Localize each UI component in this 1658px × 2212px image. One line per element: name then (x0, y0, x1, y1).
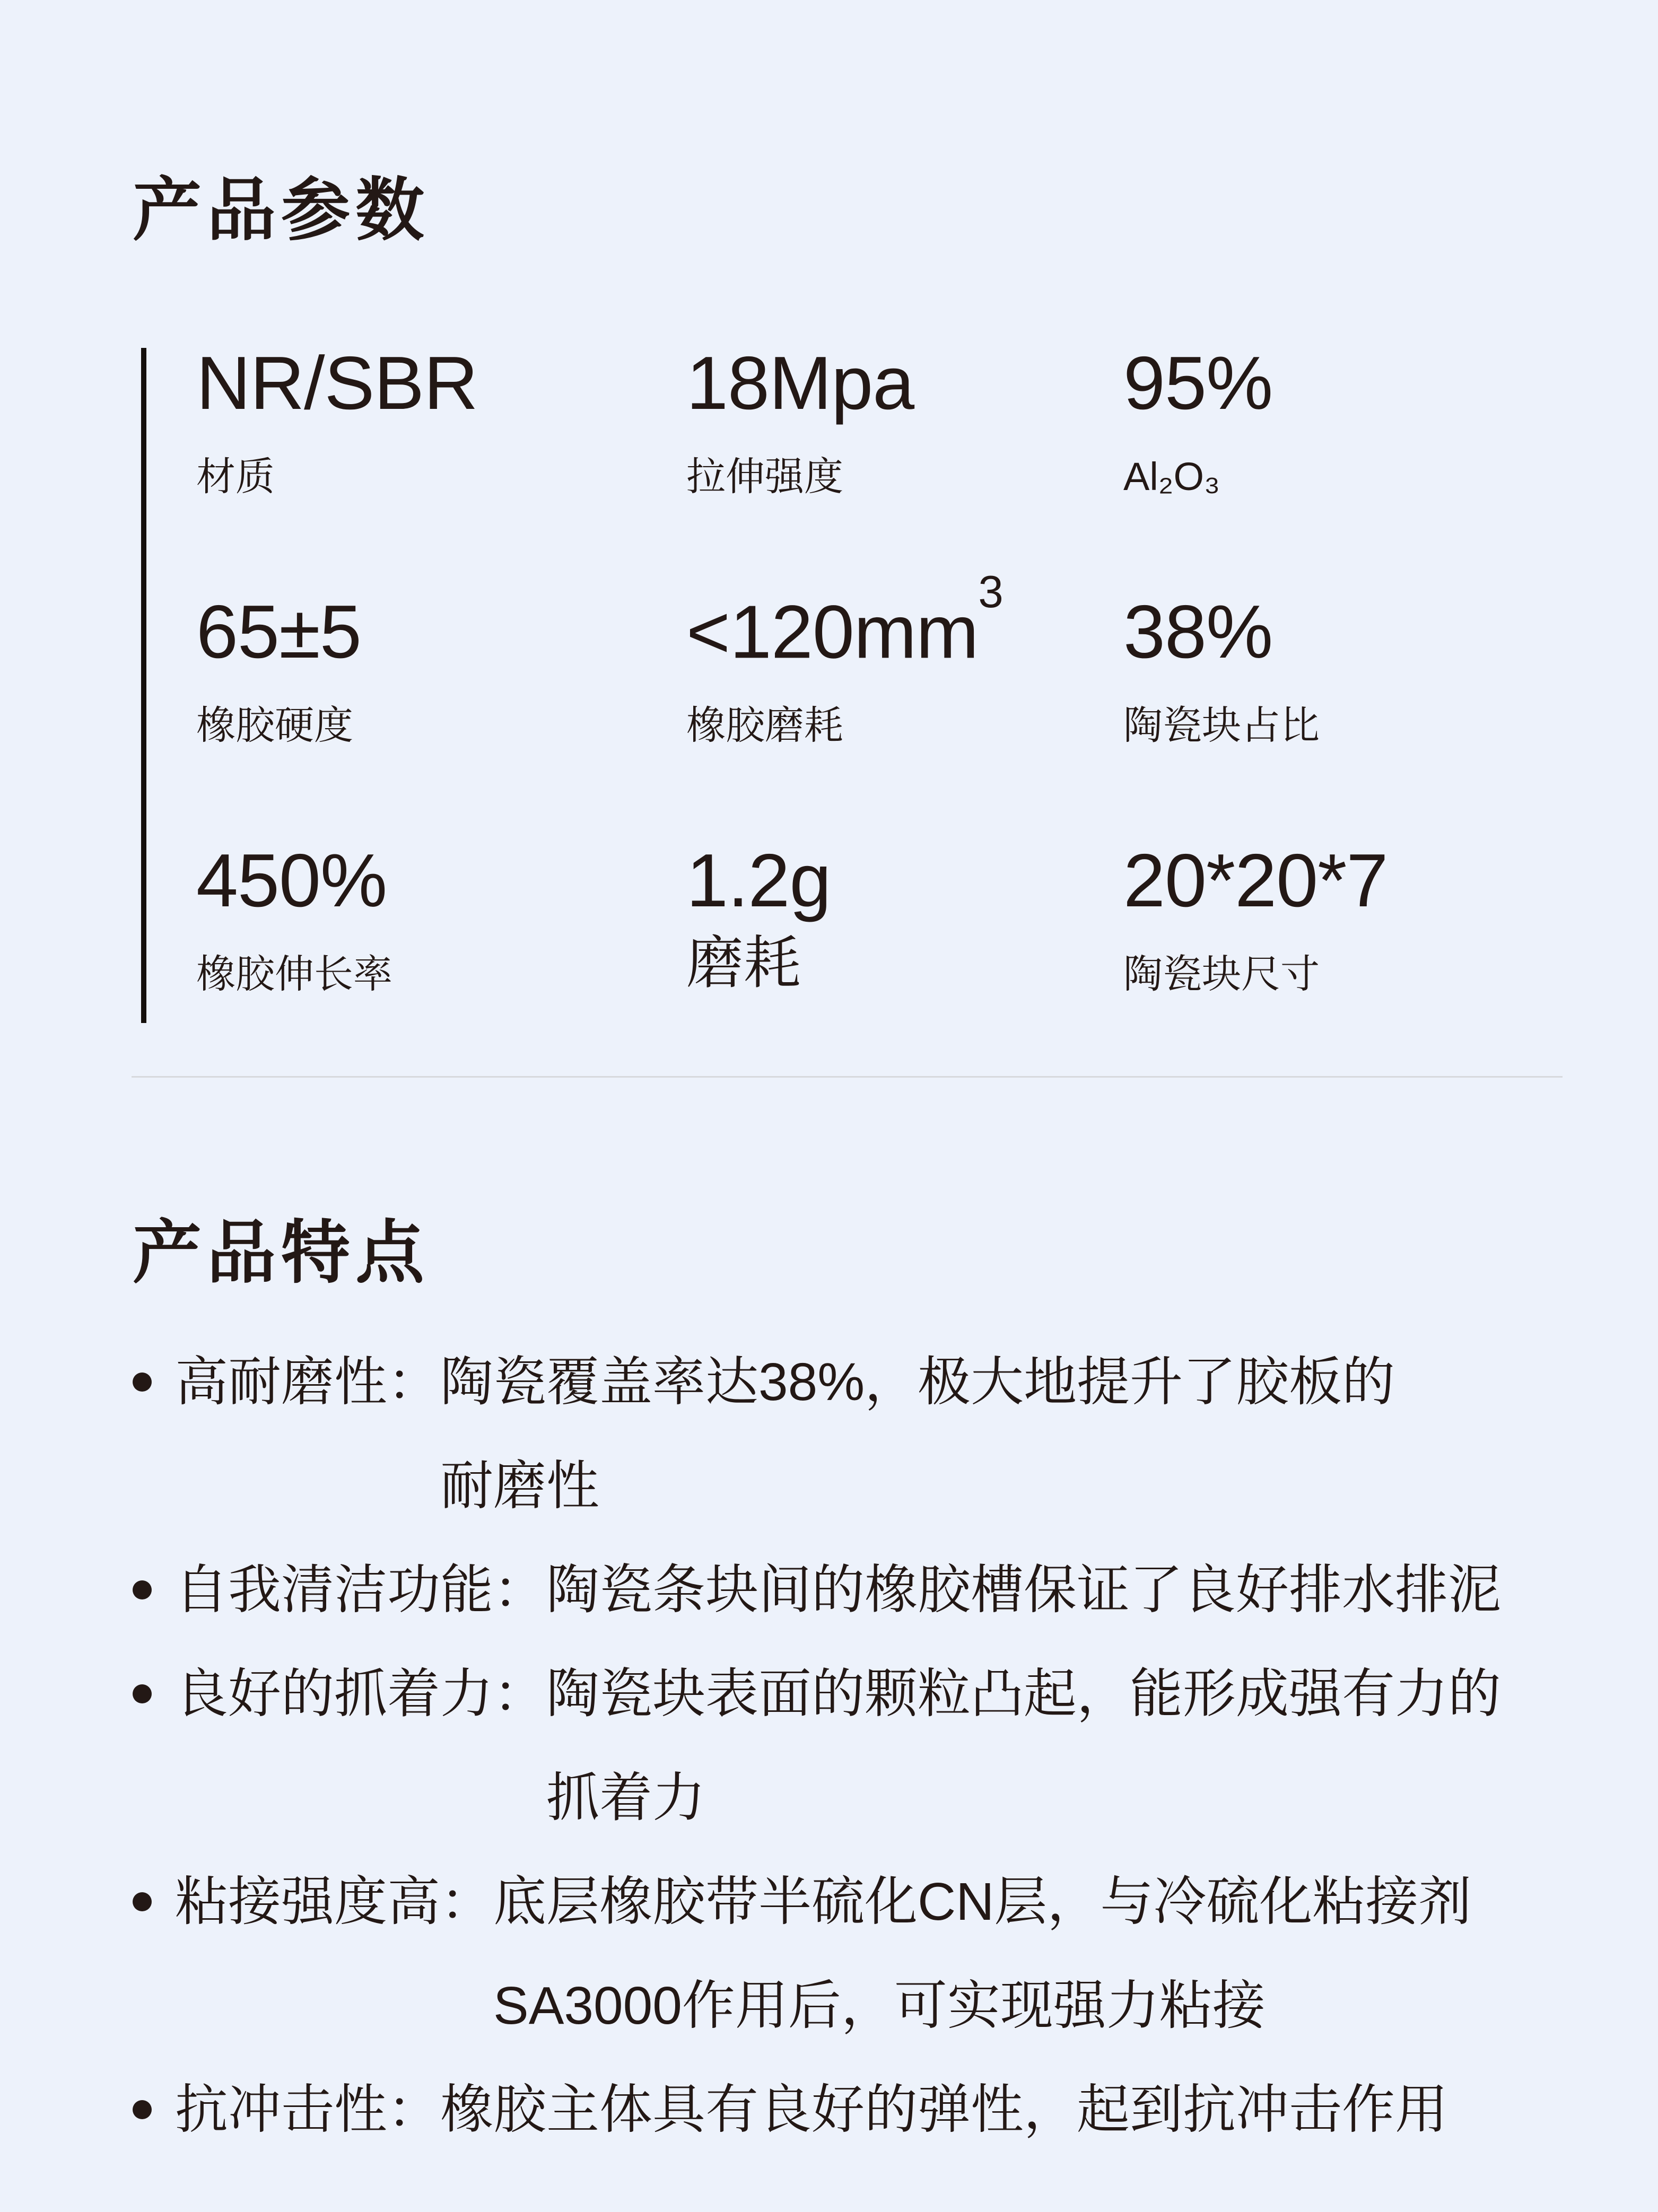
spec-wear (686, 838, 1123, 996)
spec-rubber-hardness (196, 589, 686, 748)
spec-value-superscript: 3 (978, 566, 1003, 617)
features-section-title: 产品特点 (133, 1214, 430, 1292)
bullet-icon (133, 1372, 152, 1392)
spec-label: Al₂O₃ (1123, 454, 1220, 499)
feature-bond-strength (133, 1850, 1623, 2058)
spec-label: 磨耗 (686, 931, 801, 995)
params-section (0, 0, 1658, 996)
feature-lines (546, 1642, 1501, 1850)
feature-line: 陶瓷块表面的颗粒凸起，能形成强有力的 (546, 1664, 1501, 1724)
feature-line: 耐磨性 (440, 1456, 599, 1516)
feature-line: 底层橡胶带半硫化CN层，与冷硫化粘接剂 (493, 1872, 1472, 1931)
feature-lines (546, 1538, 1501, 1642)
feature-line: 橡胶主体具有良好的弹性，起到抗冲击作用 (440, 2079, 1448, 2139)
feature-line: SA3000作用后，可实现强力粘接 (493, 1975, 1266, 2035)
spec-value: 20*20*7 (1123, 838, 1388, 923)
feature-label: 高耐磨性： (175, 1352, 440, 1412)
feature-line: 抓着力 (546, 1768, 705, 1828)
spec-ceramic-size (1123, 838, 1658, 996)
spec-value: NR/SBR (196, 340, 478, 425)
feature-lines (440, 2058, 1448, 2162)
feature-line: 陶瓷条块间的橡胶槽保证了良好排水排泥 (546, 1560, 1501, 1620)
feature-lines (493, 1850, 1471, 2058)
spec-alumina-content (1123, 340, 1658, 499)
spec-label: 拉伸强度 (686, 454, 843, 499)
spec-label: 橡胶伸长率 (196, 952, 392, 996)
feature-wear-resistance (133, 1330, 1623, 1538)
bullet-icon (133, 1684, 152, 1703)
spec-label: 橡胶磨耗 (686, 703, 843, 747)
feature-body (175, 1850, 1471, 2058)
features-list (133, 1330, 1623, 2162)
feature-grip (133, 1642, 1623, 1850)
spec-rubber-elongation (196, 838, 686, 996)
feature-label: 抗冲击性： (175, 2079, 440, 2139)
feature-lines (440, 1330, 1395, 1538)
spec-label: 橡胶硬度 (196, 703, 353, 747)
feature-self-cleaning (133, 1538, 1623, 1642)
feature-body (175, 1330, 1395, 1538)
feature-label: 粘接强度高： (175, 1872, 493, 1931)
spec-value: 38% (1123, 589, 1273, 674)
features-section (0, 1213, 1658, 2162)
spec-value: 95% (1123, 340, 1273, 425)
spec-value-text: <120mm (686, 589, 979, 674)
spec-label: 陶瓷块尺寸 (1123, 952, 1320, 996)
spec-rubber-abrasion (686, 566, 1123, 748)
spec-value (686, 566, 1123, 674)
spec-value: 18Mpa (686, 340, 914, 425)
feature-impact-resistance (133, 2058, 1623, 2162)
spec-value: 450% (196, 838, 387, 923)
feature-label: 自我清洁功能： (175, 1560, 546, 1620)
spec-value: 65±5 (196, 589, 361, 674)
spec-label: 陶瓷块占比 (1123, 703, 1320, 747)
feature-line: 陶瓷覆盖率达38%，极大地提升了胶板的 (440, 1352, 1395, 1412)
section-divider (132, 1076, 1563, 1078)
spec-ceramic-ratio (1123, 589, 1658, 748)
spec-table (141, 340, 1658, 997)
spec-tensile-strength (686, 340, 1123, 499)
feature-body (175, 1538, 1501, 1642)
spec-label: 材质 (196, 454, 275, 499)
bullet-icon (133, 2100, 152, 2119)
params-section-title: 产品参数 (133, 171, 430, 249)
feature-body (175, 1642, 1501, 1850)
spec-value: 1.2g (686, 838, 831, 923)
bullet-icon (133, 1580, 152, 1599)
bullet-icon (133, 1892, 152, 1911)
feature-body (175, 2058, 1448, 2162)
feature-label: 良好的抓着力： (175, 1664, 546, 1724)
spec-grid (141, 340, 1658, 997)
spec-material (196, 340, 686, 499)
